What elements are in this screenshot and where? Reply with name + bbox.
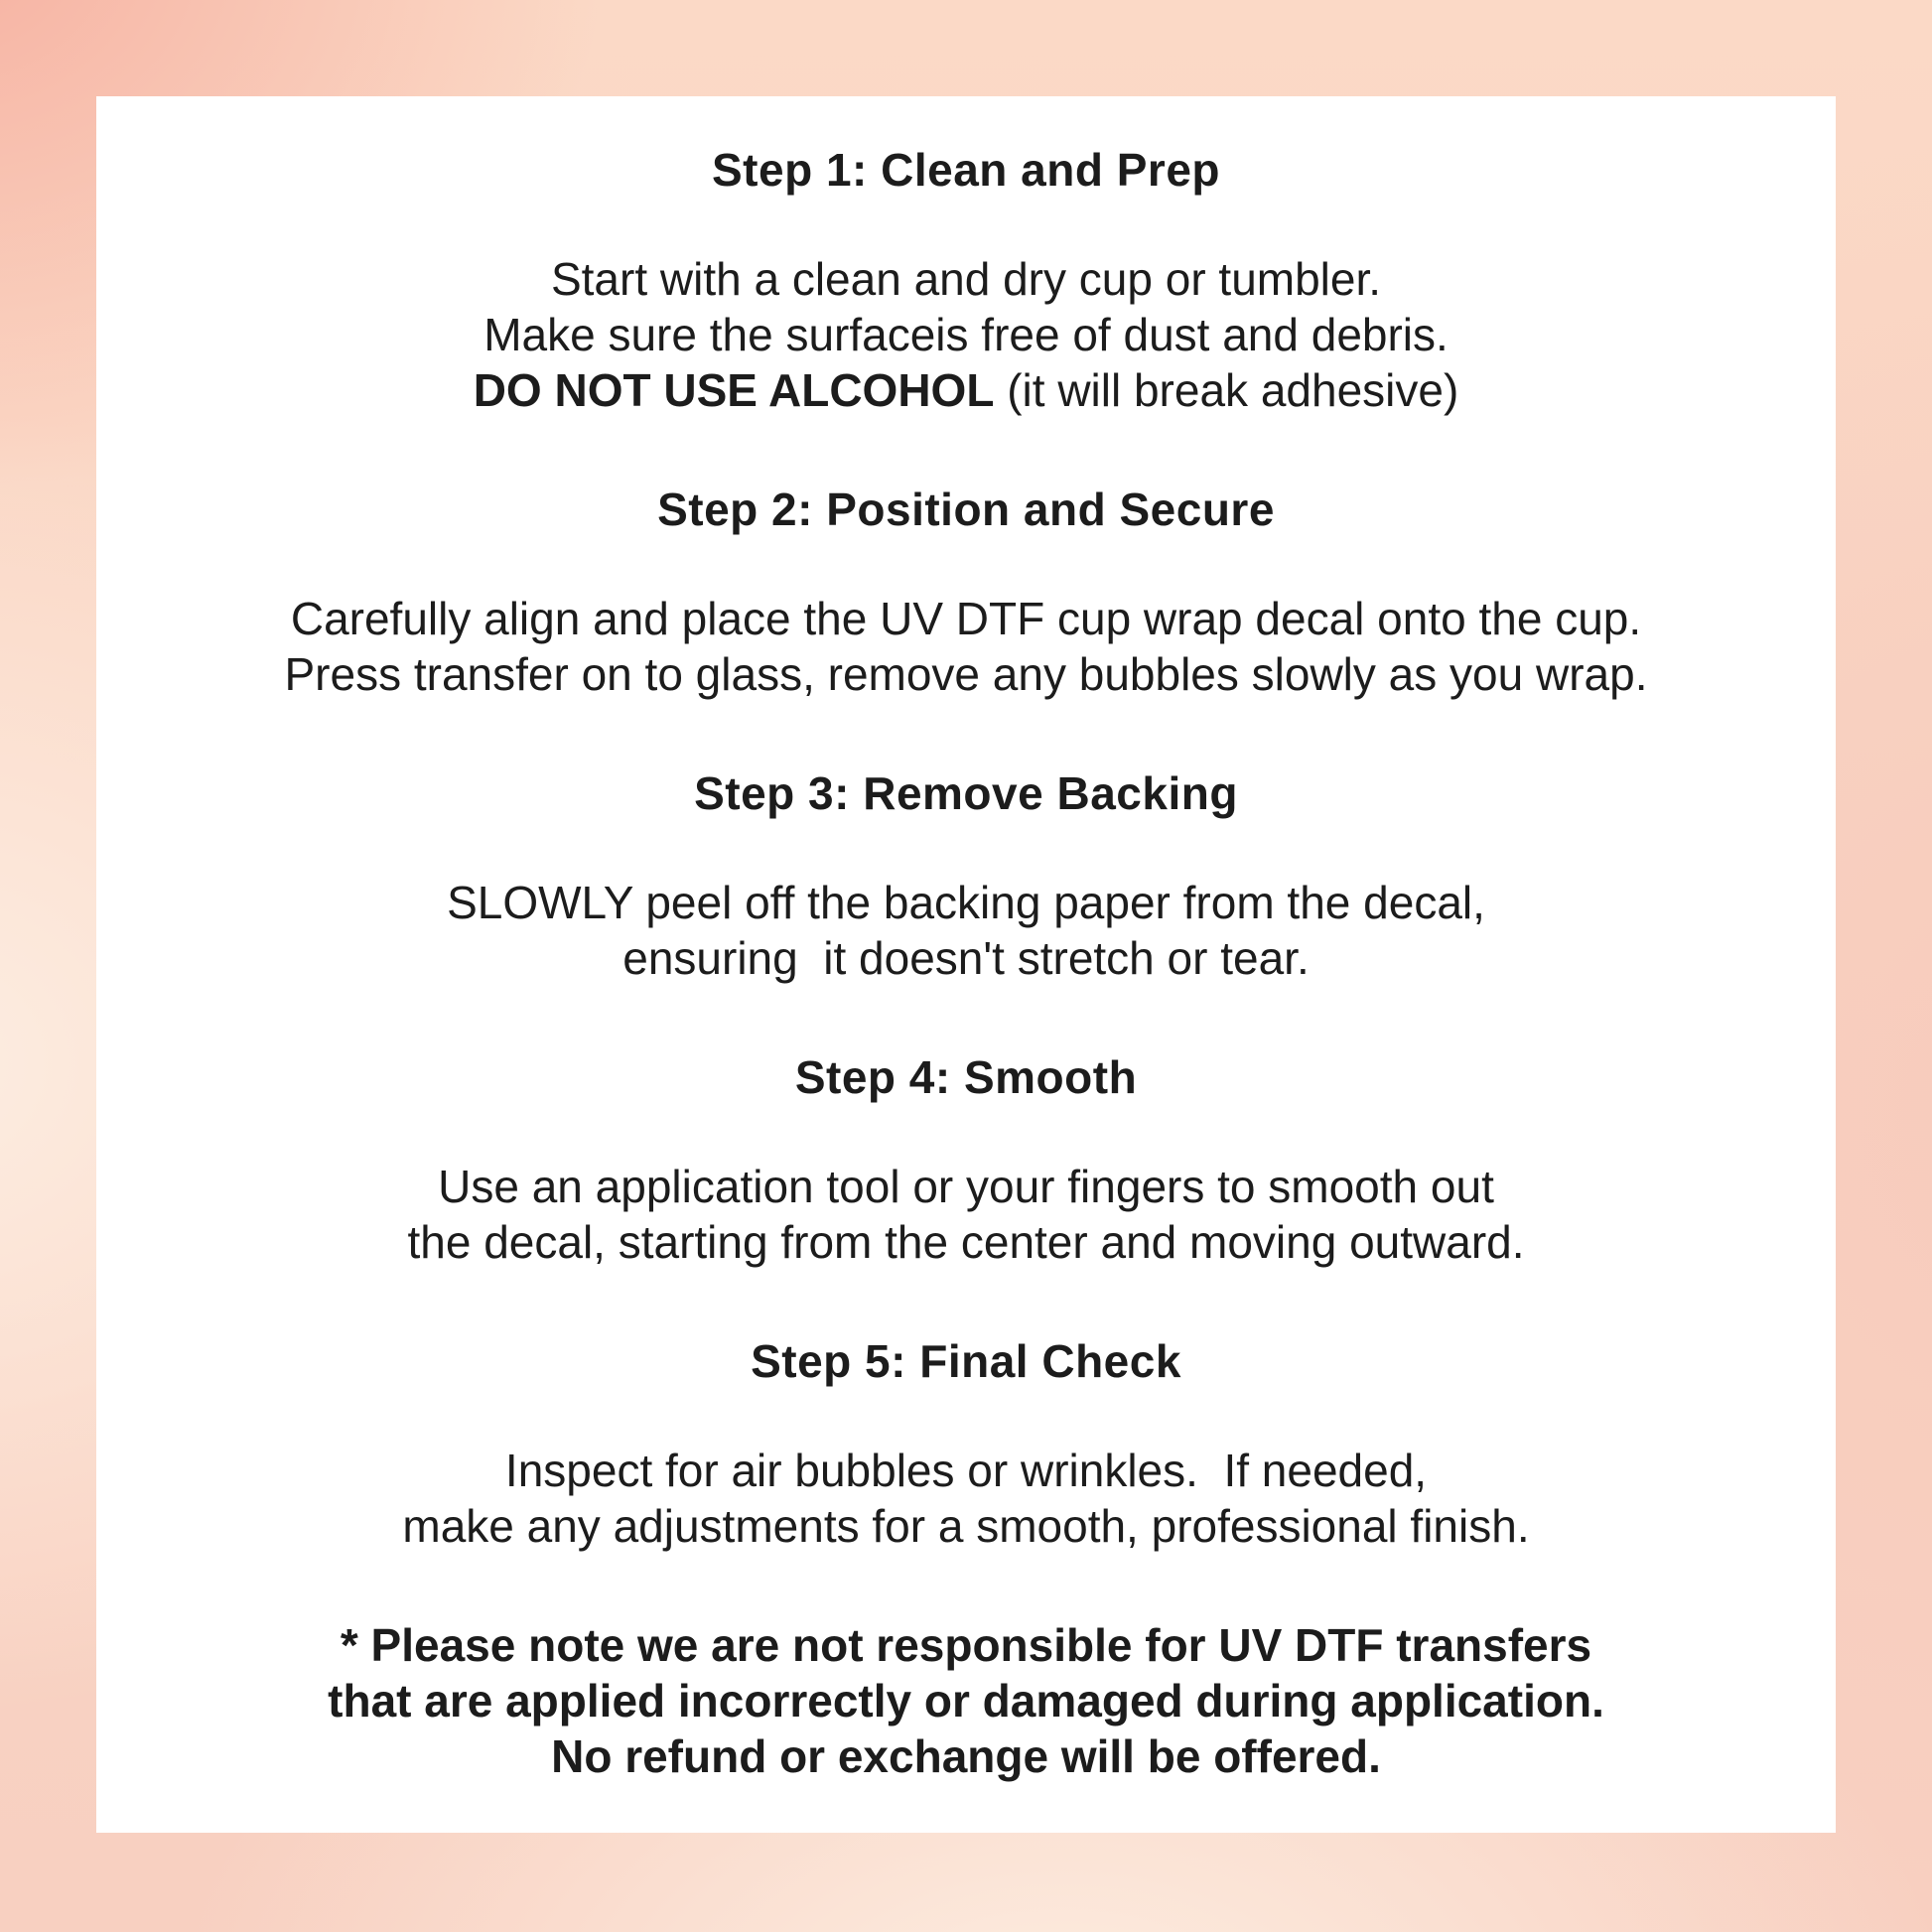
step-heading: Step 2: Position and Secure <box>657 483 1275 535</box>
text-segment: the decal, starting from the center and moving outward. <box>407 1216 1525 1268</box>
instruction-line <box>116 1443 1816 1498</box>
instruction-line <box>116 1617 1816 1673</box>
step-instructions <box>116 1443 1816 1554</box>
instruction-line <box>116 930 1816 986</box>
instruction-line <box>116 1728 1816 1784</box>
text-segment: Inspect for air bubbles or wrinkles. If needed, <box>504 1445 1428 1496</box>
step-instructions <box>116 875 1816 986</box>
step-section <box>116 1333 1816 1554</box>
text-segment: Make sure the surfaceis free of dust and debris. <box>483 309 1449 360</box>
step-section <box>116 765 1816 986</box>
step-section <box>116 142 1816 418</box>
text-segment: No refund or exchange will be offered. <box>551 1730 1381 1782</box>
step-instructions <box>116 1159 1816 1270</box>
instruction-line <box>116 251 1816 307</box>
text-segment: Press transfer on to glass, remove any bubbles slowly as you wrap. <box>284 648 1648 700</box>
text-segment: Carefully align and place the UV DTF cup wrap decal onto the cup. <box>290 593 1642 644</box>
step-section <box>116 1049 1816 1270</box>
instruction-line <box>116 875 1816 930</box>
text-segment: ensuring it doesn't stretch or tear. <box>622 932 1310 984</box>
step-instructions <box>116 591 1816 702</box>
text-segment: make any adjustments for a smooth, professional finish. <box>402 1500 1530 1552</box>
text-segment: * Please note we are not responsible for UV DTF transfers <box>340 1619 1592 1671</box>
step-heading: Step 5: Final Check <box>751 1335 1181 1387</box>
instruction-line <box>116 1159 1816 1214</box>
step-heading: Step 1: Clean and Prep <box>711 144 1220 196</box>
instruction-line <box>116 591 1816 646</box>
instruction-card <box>96 96 1836 1833</box>
step-instructions <box>116 251 1816 418</box>
step-heading: Step 4: Smooth <box>794 1051 1138 1103</box>
text-segment: Start with a clean and dry cup or tumbler. <box>550 253 1382 305</box>
disclaimer-text <box>116 1617 1816 1784</box>
instruction-line <box>116 307 1816 362</box>
text-segment: (it will break adhesive) <box>994 364 1459 416</box>
text-segment: SLOWLY peel off the backing paper from the decal, <box>447 877 1485 928</box>
step-heading: Step 3: Remove Backing <box>694 767 1238 819</box>
disclaimer-section <box>116 1617 1816 1784</box>
text-segment: DO NOT USE ALCOHOL <box>473 364 995 416</box>
instruction-line <box>116 1214 1816 1270</box>
instruction-line <box>116 646 1816 702</box>
step-section <box>116 482 1816 702</box>
text-segment: that are applied incorrectly or damaged during application. <box>328 1675 1604 1726</box>
instruction-line <box>116 362 1816 418</box>
instruction-line <box>116 1673 1816 1728</box>
text-segment: Use an application tool or your fingers to smooth out <box>438 1161 1494 1212</box>
instruction-line <box>116 1498 1816 1554</box>
